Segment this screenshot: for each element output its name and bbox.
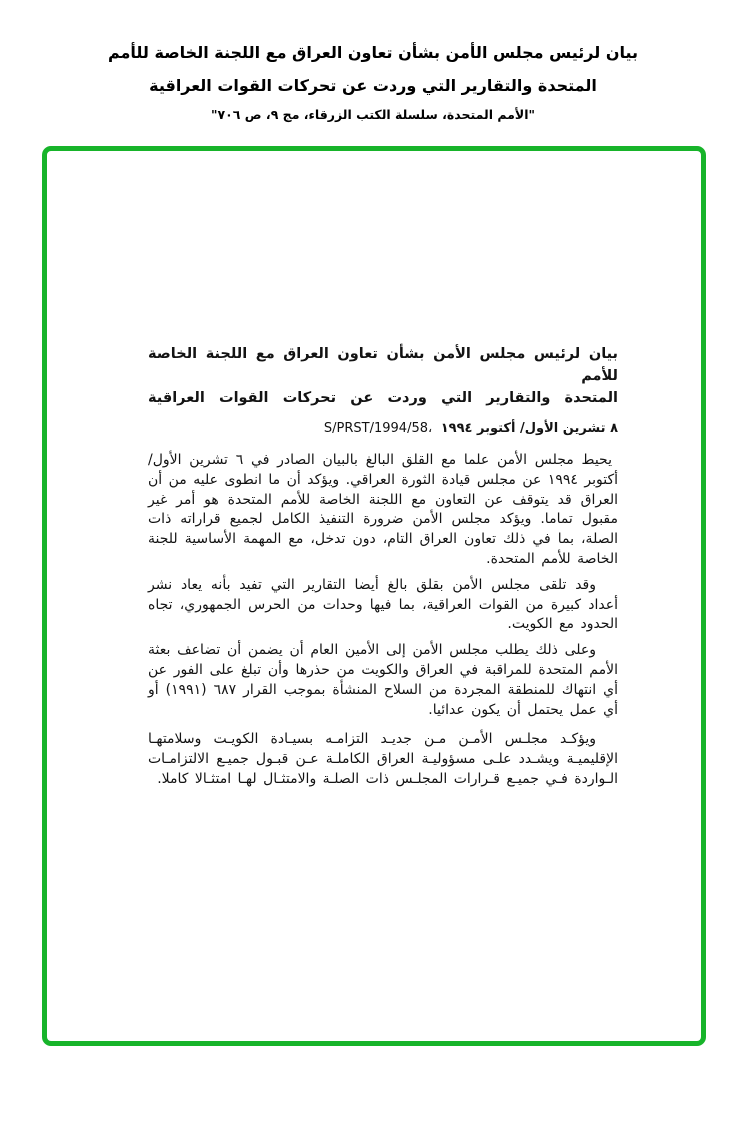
document-symbol: S/PRST/1994/58، [323, 421, 433, 436]
annotation-highlight-box [42, 146, 706, 1046]
paragraph-4: ويؤكـد مجلـس الأمـن مـن جديـد التزامـه بسيـادة الكويـت وسلامتهـا الإقليميـة ويشـدد علـى مسؤوليـة العراق الكاملـة عـن قبـول جميـع الالتزامـات الـواردة فـي جميـع قـرارات المجلـس ذات الصلـة والامتثـال لهـا امتثـالا كاملا. [148, 731, 618, 787]
paragraph-2: وقد تلقى مجلس الأمن بقلق بالغ أيضا التقارير التي تفيد بأنه يعاد نشر أعداد كبيرة من القوات العراقية، بما فيها وحدات من الحرس الجمهوري، تجاه الحدود مع الكويت. [148, 576, 618, 633]
document-symbol-line [148, 420, 618, 438]
document-date: ٨ تشرين الأول/ أكتوبر ١٩٩٤ [440, 421, 618, 436]
header-source-note: "الأمم المتحدة، سلسلة الكتب الزرقاء، مج ٩، ص ٧٠٦" [211, 107, 535, 122]
page-header [0, 36, 746, 125]
document-body [148, 451, 618, 790]
document-title-line1: بيان لرئيس مجلس الأمن بشأن تعاون العراق مع اللجنة الخاصة للأمم [148, 346, 618, 384]
header-title-line1: بيان لرئيس مجلس الأمن بشأن تعاون العراق مع اللجنة الخاصة للأمم [107, 43, 639, 62]
document-title-line2: المتحدة والتقارير التي وردت عن تحركات القوات العراقية [148, 390, 618, 406]
document-page [148, 343, 618, 796]
header-title-line2: المتحدة والتقارير التي وردت عن تحركات القوات العراقية [149, 76, 597, 95]
paragraph-3: وعلى ذلك يطلب مجلس الأمن إلى الأمين العام أن يضمن أن تضاعف بعثة الأمم المتحدة للمراقبة في العراق والكويت من حذرها وأن تبلغ على الفور عن أي انتهاك للمنطقة المجردة من السلاح المنشأة بموجب القرار ٦٨٧ (١٩٩١) أو أي عمل يحتمل أن يكون عدائيا. [148, 642, 618, 718]
document-title [148, 343, 618, 409]
paragraph-1: يحيط مجلس الأمن علما مع القلق البالغ بالبيان الصادر في ٦ تشرين الأول/ أكتوبر ١٩٩٤ عن مجلس قيادة الثورة العراقي. ويؤكد أن ما انطوى عليه من أن العراق قد يتوقف عن التعاون مع اللجنة الخاصة للأمم المتحدة هو أمر غير مقبول تماما. ويؤكد مجلس الأمن ضرورة التنفيذ الكامل لجميع قراراته ذات الصلة، بما في ذلك تعاون العراق التام، دون تدخل، مع المهمة الأساسية للجنة الخاصة للأمم المتحدة. [148, 452, 618, 567]
